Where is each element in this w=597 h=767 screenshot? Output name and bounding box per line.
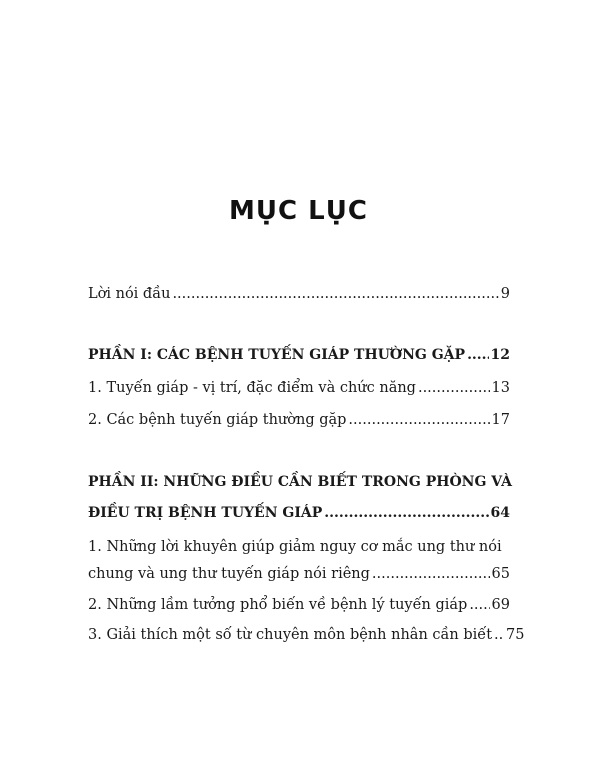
toc-entry-part-2	[88, 505, 510, 521]
toc-entry-part-2-item-2	[88, 597, 510, 613]
toc-entry-part-2-item-3	[88, 627, 525, 643]
toc-leader-dots	[467, 347, 488, 363]
page-title: MỤC LỤC	[229, 196, 368, 226]
toc-leader-dots	[324, 505, 488, 521]
toc-entry-text: Lời nói đầu	[88, 286, 171, 302]
toc-entry-preface	[88, 286, 510, 302]
toc-entry-part-1-item-2	[88, 412, 510, 428]
toc-entry-text: 3. Giải thích một số từ chuyên môn bệnh nhân cần biết	[88, 627, 493, 643]
toc-leader-dots	[494, 627, 504, 643]
toc-page-number: 69	[491, 597, 510, 613]
toc-leader-dots	[418, 380, 490, 396]
toc-entry-part-2-item-1	[88, 566, 510, 582]
toc-leader-dots	[172, 286, 498, 302]
toc-entry-text: chung và ung thư tuyến giáp nói riêng	[88, 566, 370, 582]
toc-entry-text: ĐIỀU TRỊ BỆNH TUYẾN GIÁP	[88, 505, 323, 521]
toc-leader-dots	[372, 566, 490, 582]
toc-page-number: 75	[506, 627, 525, 643]
toc-leader-dots	[348, 412, 489, 428]
toc-page-number: 9	[500, 286, 510, 302]
toc-page-number: 12	[490, 347, 510, 363]
toc-entry-text: 2. Các bệnh tuyến giáp thường gặp	[88, 412, 347, 428]
toc-entry-part-2-item-1-line-1: 1. Những lời khuyên giúp giảm nguy cơ mắc ung thư nói	[88, 539, 502, 555]
toc-entry-part-2-line-1: PHẦN II: NHỮNG ĐIỀU CẦN BIẾT TRONG PHÒNG VÀ	[88, 474, 512, 490]
toc-entry-part-1	[88, 347, 510, 363]
toc-page-number: 65	[491, 566, 510, 582]
toc-entry-part-1-item-1	[88, 380, 510, 396]
toc-page-number: 17	[491, 412, 510, 428]
toc-entry-text: 1. Tuyến giáp - vị trí, đặc điểm và chức năng	[88, 380, 416, 396]
toc-entry-text: PHẦN I: CÁC BỆNH TUYẾN GIÁP THƯỜNG GẶP	[88, 347, 466, 363]
toc-page-number: 13	[491, 380, 510, 396]
toc-leader-dots	[469, 597, 489, 613]
toc-page-number: 64	[490, 505, 510, 521]
toc-entry-text: 2. Những lầm tưởng phổ biến về bệnh lý tuyến giáp	[88, 597, 468, 613]
